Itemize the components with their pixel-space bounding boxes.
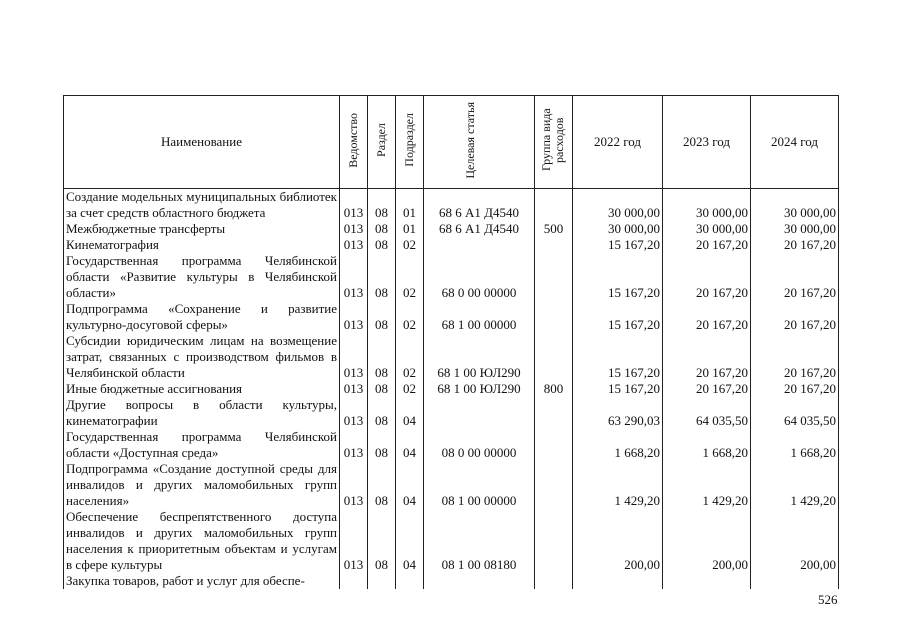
cell-name: Закупка товаров, работ и услуг для обеспе-	[64, 573, 340, 589]
cell-2023: 200,00	[663, 509, 751, 573]
cell-2024: 30 000,00	[751, 189, 839, 222]
table-row	[64, 301, 839, 333]
cell-razdel	[368, 573, 396, 589]
header-razdel-label: Раздел	[374, 123, 388, 157]
header-year-2024: 2024 год	[751, 96, 839, 189]
cell-razdel: 08	[368, 381, 396, 397]
cell-razdel: 08	[368, 221, 396, 237]
cell-target-article	[424, 573, 535, 589]
cell-name: Обеспечение беспрепятственного доступа инвалидов и других маломобильных групп населения к приоритетным объектам и услугам в сфере культуры	[64, 509, 340, 573]
cell-vedomstvo: 013	[340, 253, 368, 301]
cell-vedomstvo: 013	[340, 397, 368, 429]
cell-2024: 200,00	[751, 509, 839, 573]
cell-2022: 30 000,00	[573, 221, 663, 237]
cell-razdel: 08	[368, 429, 396, 461]
cell-2022: 1 668,20	[573, 429, 663, 461]
cell-target-article: 68 1 00 ЮЛ290	[424, 333, 535, 381]
cell-expense-group	[535, 189, 573, 222]
cell-target-article: 68 1 00 00000	[424, 301, 535, 333]
table-row	[64, 221, 839, 237]
table-header-row	[64, 96, 839, 189]
cell-vedomstvo: 013	[340, 301, 368, 333]
cell-2024: 64 035,50	[751, 397, 839, 429]
cell-2024: 20 167,20	[751, 333, 839, 381]
table-row	[64, 189, 839, 222]
cell-2022	[573, 573, 663, 589]
table-row	[64, 429, 839, 461]
cell-podrazdel: 02	[396, 301, 424, 333]
table-row	[64, 253, 839, 301]
header-target-article	[424, 96, 535, 189]
cell-2022: 15 167,20	[573, 333, 663, 381]
cell-2024	[751, 573, 839, 589]
cell-name: Создание модельных муниципальных библиотек за счет средств областного бюджета	[64, 189, 340, 222]
cell-2024: 30 000,00	[751, 221, 839, 237]
cell-target-article: 68 6 А1 Д4540	[424, 221, 535, 237]
cell-name: Субсидии юридическим лицам на возмещение затрат, связанных с производством фильмов в Челябинской области	[64, 333, 340, 381]
cell-name: Государственная программа Челябинской области «Развитие культуры в Челябинской области»	[64, 253, 340, 301]
cell-expense-group	[535, 509, 573, 573]
cell-name: Подпрограмма «Сохранение и развитие культурно-досуговой сферы»	[64, 301, 340, 333]
header-razdel	[368, 96, 396, 189]
cell-expense-group	[535, 237, 573, 253]
header-expense-group	[535, 96, 573, 189]
cell-target-article: 08 1 00 00000	[424, 461, 535, 509]
cell-target-article: 68 1 00 ЮЛ290	[424, 381, 535, 397]
cell-podrazdel: 04	[396, 397, 424, 429]
cell-razdel: 08	[368, 189, 396, 222]
cell-podrazdel: 02	[396, 381, 424, 397]
cell-razdel: 08	[368, 461, 396, 509]
cell-name: Государственная программа Челябинской области «Доступная среда»	[64, 429, 340, 461]
cell-2024: 1 668,20	[751, 429, 839, 461]
page-number: 526	[818, 592, 838, 607]
cell-2023: 30 000,00	[663, 221, 751, 237]
header-target-article-label: Целевая статья	[463, 101, 477, 179]
header-year-2022: 2022 год	[573, 96, 663, 189]
header-name: Наименование	[64, 96, 340, 189]
cell-vedomstvo: 013	[340, 461, 368, 509]
cell-expense-group	[535, 397, 573, 429]
cell-2024: 1 429,20	[751, 461, 839, 509]
cell-2023: 20 167,20	[663, 253, 751, 301]
cell-razdel: 08	[368, 301, 396, 333]
cell-vedomstvo: 013	[340, 509, 368, 573]
cell-name: Другие вопросы в области культуры, кинематографии	[64, 397, 340, 429]
cell-podrazdel	[396, 573, 424, 589]
budget-table	[63, 95, 839, 589]
cell-2022: 15 167,20	[573, 381, 663, 397]
cell-target-article: 08 0 00 00000	[424, 429, 535, 461]
cell-target-article: 68 6 А1 Д4540	[424, 189, 535, 222]
cell-2022: 15 167,20	[573, 237, 663, 253]
cell-podrazdel: 04	[396, 509, 424, 573]
cell-expense-group	[535, 573, 573, 589]
cell-2024: 20 167,20	[751, 381, 839, 397]
cell-name: Кинематография	[64, 237, 340, 253]
cell-name: Иные бюджетные ассигнования	[64, 381, 340, 397]
cell-2023: 20 167,20	[663, 381, 751, 397]
cell-razdel: 08	[368, 397, 396, 429]
header-podrazdel-label: Подраздел	[402, 113, 416, 167]
table-row	[64, 237, 839, 253]
table-row	[64, 509, 839, 573]
cell-target-article	[424, 237, 535, 253]
cell-expense-group: 800	[535, 381, 573, 397]
cell-vedomstvo: 013	[340, 429, 368, 461]
cell-podrazdel: 02	[396, 253, 424, 301]
table-row	[64, 333, 839, 381]
cell-2022: 15 167,20	[573, 253, 663, 301]
cell-2022: 15 167,20	[573, 301, 663, 333]
cell-2023: 64 035,50	[663, 397, 751, 429]
cell-2023: 30 000,00	[663, 189, 751, 222]
cell-2022: 63 290,03	[573, 397, 663, 429]
cell-podrazdel: 02	[396, 333, 424, 381]
cell-2022: 200,00	[573, 509, 663, 573]
header-expense-group-label: Группа вида расходов	[538, 108, 566, 172]
cell-vedomstvo: 013	[340, 189, 368, 222]
cell-2023: 20 167,20	[663, 333, 751, 381]
cell-2023: 20 167,20	[663, 237, 751, 253]
cell-vedomstvo: 013	[340, 221, 368, 237]
cell-target-article: 08 1 00 08180	[424, 509, 535, 573]
cell-2023: 20 167,20	[663, 301, 751, 333]
cell-2023	[663, 573, 751, 589]
header-vedomstvo-label: Ведомство	[346, 112, 360, 168]
cell-razdel: 08	[368, 333, 396, 381]
cell-razdel: 08	[368, 509, 396, 573]
cell-2022: 1 429,20	[573, 461, 663, 509]
cell-expense-group	[535, 333, 573, 381]
table-row	[64, 573, 839, 589]
cell-podrazdel: 04	[396, 429, 424, 461]
cell-podrazdel: 01	[396, 189, 424, 222]
cell-2024: 20 167,20	[751, 301, 839, 333]
table-row	[64, 381, 839, 397]
cell-vedomstvo: 013	[340, 333, 368, 381]
cell-expense-group	[535, 429, 573, 461]
cell-razdel: 08	[368, 253, 396, 301]
cell-vedomstvo: 013	[340, 381, 368, 397]
table-row	[64, 397, 839, 429]
cell-podrazdel: 01	[396, 221, 424, 237]
cell-podrazdel: 04	[396, 461, 424, 509]
table-row	[64, 461, 839, 509]
cell-expense-group	[535, 461, 573, 509]
cell-expense-group	[535, 301, 573, 333]
cell-vedomstvo	[340, 573, 368, 589]
cell-target-article	[424, 397, 535, 429]
header-year-2023: 2023 год	[663, 96, 751, 189]
cell-2023: 1 429,20	[663, 461, 751, 509]
header-podrazdel	[396, 96, 424, 189]
cell-expense-group: 500	[535, 221, 573, 237]
cell-name: Межбюджетные трансферты	[64, 221, 340, 237]
table-body	[64, 189, 839, 590]
cell-name: Подпрограмма «Создание доступной среды для инвалидов и других маломобильных групп населения»	[64, 461, 340, 509]
cell-2022: 30 000,00	[573, 189, 663, 222]
cell-2023: 1 668,20	[663, 429, 751, 461]
cell-target-article: 68 0 00 00000	[424, 253, 535, 301]
cell-2024: 20 167,20	[751, 253, 839, 301]
cell-expense-group	[535, 253, 573, 301]
cell-razdel: 08	[368, 237, 396, 253]
cell-2024: 20 167,20	[751, 237, 839, 253]
cell-vedomstvo: 013	[340, 237, 368, 253]
cell-podrazdel: 02	[396, 237, 424, 253]
header-vedomstvo	[340, 96, 368, 189]
